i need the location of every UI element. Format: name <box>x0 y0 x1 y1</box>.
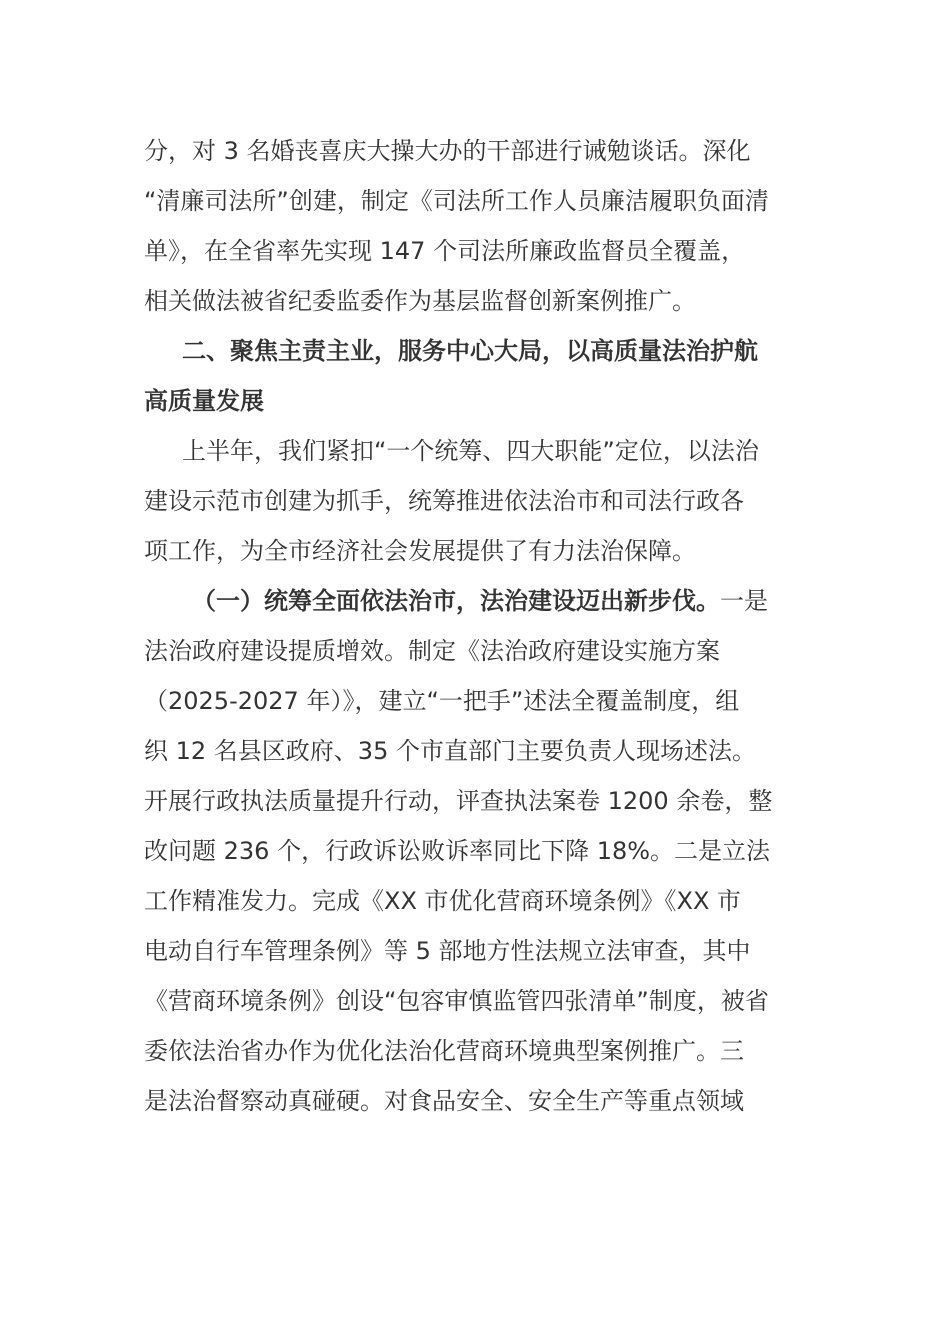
text-line: 上半年，我们紧扣“一个统筹、四大职能”定位，以法治 <box>182 437 759 465</box>
document-body <box>144 126 810 1126</box>
text-line: 开展行政执法质量提升行动，评查执法案卷 1200 余卷，整 <box>144 787 773 815</box>
text-line: 电动自行车管理条例》等 5 部地方性法规立法审查，其中 <box>144 937 751 965</box>
section-heading-continued: 高质量发展 <box>144 387 264 415</box>
text-line: 工作精准发力。完成《XX 市优化营商环境条例》《XX 市 <box>144 887 742 915</box>
text-line: （2025-2027 年）》，建立“一把手”述法全覆盖制度，组 <box>144 687 740 715</box>
subsection-line <box>144 576 810 626</box>
text-line: 是法治督察动真碰硬。对食品安全、安全生产等重点领域 <box>144 1087 744 1115</box>
text-line: 改问题 236 个，行政诉讼败诉率同比下降 18%。二是立法 <box>144 837 771 865</box>
text-line: 委依法治省办作为优化法治化营商环境典型案例推广。三 <box>144 1037 744 1065</box>
text-line: 建设示范市创建为抓手，统筹推进依法治市和司法行政各 <box>144 487 744 515</box>
text-line: 项工作，为全市经济社会发展提供了有力法治保障。 <box>144 537 696 565</box>
text-line: 法治政府建设提质增效。制定《法治政府建设实施方案 <box>144 637 720 665</box>
text-line: 相关做法被省纪委监委作为基层监督创新案例推广。 <box>144 287 696 315</box>
text-line: 单》，在全省率先实现 147 个司法所廉政监督员全覆盖， <box>144 237 746 265</box>
text-line: “清廉司法所”创建，制定《司法所工作人员廉洁履职负面清 <box>144 187 769 215</box>
text-run: 一是 <box>720 587 768 615</box>
section-heading: 二、聚焦主责主业，服务中心大局，以高质量法治护航 <box>182 337 758 365</box>
text-line: 《营商环境条例》创设“包容审慎监管四张清单”制度，被省 <box>144 987 769 1015</box>
subsection-heading: （一）统筹全面依法治市，法治建设迈出新步伐。 <box>192 587 720 615</box>
text-line: 织 12 名县区政府、35 个市直部门主要负责人现场述法。 <box>144 737 756 765</box>
text-line: 分，对 3 名婚丧喜庆大操大办的干部进行诫勉谈话。深化 <box>144 137 751 165</box>
